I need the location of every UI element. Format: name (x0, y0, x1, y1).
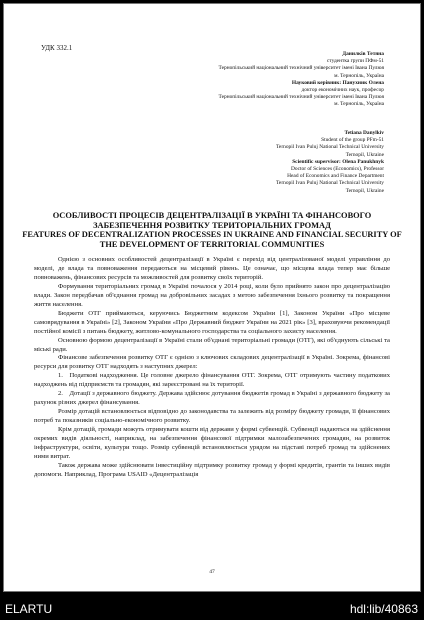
paragraph: Розмір дотацій встановлюється відповідно до законодавства та залежить від розміру бюджету громади, її фінансових потреб та показників соціально-економічного розвитку. (34, 408, 390, 425)
paragraph: Однією з основних особливостей децентралізації в Україні є перехід від централізованої моделі управління до моделі, де влада та повноваження передаються на місцевий рівень. Це означає, що місцева влада тепер має більше повноважень, фінансових ресурсів та можливостей для розвитку своїх територій. (34, 256, 390, 281)
numbered-item: 1. Податкові надходження. Це головне джерело фінансування ОТГ. Зокрема, ОТГ отримують частину податкових надходжень від підприємств та громадян, які зареєстровані на їх території. (34, 372, 390, 389)
author-name-en: Tetiana Danylkiv (344, 130, 384, 136)
paragraph: Основною формою децентралізації в Україні стали об'єднані територіальні громади (ОТГ), які об'єднують сільські та міські ради. (34, 336, 390, 353)
author-university: Тернопільський національний технічний університет імені Івана Пулюя (218, 65, 384, 72)
document-page (3, 3, 421, 592)
article-titles (22, 211, 402, 249)
author-role-en: Student of the group PFm-51 (321, 137, 384, 144)
numbered-item: 2. Дотації з державного бюджету. Держава здійснює дотування бюджетів громад в Україні з державного бюджету за рахунок різних джерел фінансування. (34, 390, 390, 407)
author-block-ukrainian (44, 51, 384, 109)
supervisor-head-en: Head of Economics and Finance Department (287, 173, 384, 180)
supervisor-university-en: Ternopil Ivan Puluj National Technical University (276, 180, 384, 187)
author-city: м. Тернопіль, Україна (334, 72, 384, 79)
paragraph: Фінансове забезпечення розвитку ОТГ є однією з ключових складових децентралізації в Україні. Зокрема, фінансові ресурси для розвитку ОТГ надходять з наступних джерел: (34, 354, 390, 371)
paragraph: Формування територіальних громад в Україні почалося у 2014 році, коли було прийнято закон про децентралізацію влади. Закон передбачав об'єднання громад на добровільних засадах з метою забезпечення їхнього розвитку та покращення життя населення. (34, 282, 390, 308)
supervisor-city: м. Тернопіль, Україна (334, 101, 384, 108)
supervisor-degree: доктор економічних наук, професор (301, 87, 384, 94)
supervisor-name: Науковий керівник: Панухник Олена (291, 79, 384, 86)
udk-code: УДК 332.1 (41, 44, 73, 52)
supervisor-name-en: Scientific supervisor: Olena Panukhnyk (292, 158, 384, 165)
repository-footer (0, 598, 424, 620)
title-ukrainian: ОСОБЛИВОСТІ ПРОЦЕСІВ ДЕЦЕНТРАЛІЗАЦІЇ В УКРАЇНІ ТА ФІНАНСОВОГО ЗАБЕЗПЕЧЕННЯ РОЗВИТКУ ТЕРИТОРІАЛЬНИХ ГРОМАД (52, 211, 372, 230)
page-number: 47 (209, 569, 215, 575)
supervisor-university: Тернопільський національний технічний університет імені Івана Пулюя (218, 94, 384, 101)
author-university-en: Ternopil Ivan Puluj National Technical University (276, 144, 384, 151)
repository-name: ELARTU (5, 602, 53, 616)
author-name: Данилків Тетяна (342, 51, 384, 57)
author-block-english (44, 130, 384, 195)
paragraph: Бюджети ОТГ приймаються, керуючись Бюджетним кодексом України [1], Законом України «Про місцеве самоврядування в Україні» [2], Законом України «Про Державний бюджет України на 2021 рік» [3], враховуючи рекомендації постійної комісії з питань бюджету, житлово-комунального господарства та соціального захисту населення. (34, 309, 390, 335)
paragraph: Крім дотацій, громади можуть отримувати кошти від держави у формі субвенцій. Субвенції надаються на здійснення окремих видів діяльності, наприклад, на забезпечення фінансової підтримки малозабезпечених громадян, на розвиток інфраструктури, освіти, культури тощо. Розмір субвенцій встановлюється урядом на підставі потреб громад та здійснених ними витрат. (34, 426, 390, 460)
paragraph: Також держава може здійснювати інвестиційну підтримку розвитку громад у формі кредитів, грантів та інших видів допомоги. Наприклад, Програма USAID «Децентралізація (34, 461, 390, 478)
supervisor-degree-en: Doctor of Sciences (Economics), Professor (291, 166, 384, 173)
author-role: студентка групи ПФм-51 (326, 58, 384, 65)
article-body (34, 256, 390, 480)
author-city-en: Ternopil, Ukraine (345, 151, 384, 158)
title-english: FEATURES OF DECENTRALIZATION PROCESSES IN UKRAINE AND FINANCIAL SECURITY OF THE DEVELOPMENT OF TERRITORIAL COMMUNITIES (22, 230, 402, 249)
supervisor-city-en: Ternopil, Ukraine (345, 187, 384, 194)
handle-identifier: hdl:lib/40863 (349, 602, 418, 616)
